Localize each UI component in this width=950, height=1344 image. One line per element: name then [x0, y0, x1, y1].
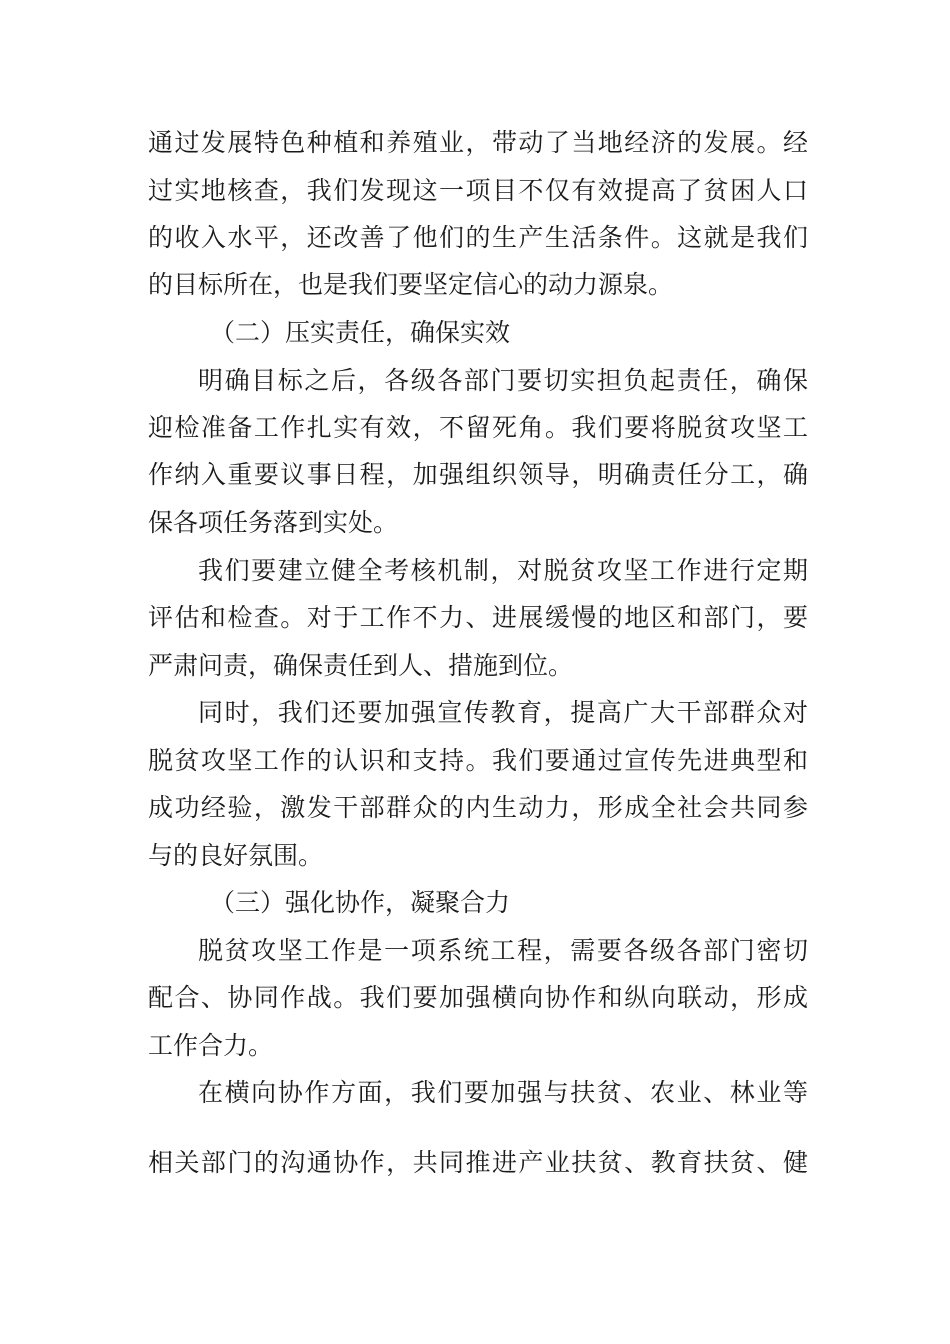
text-line: 成功经验，激发干部群众的内生动力，形成全社会共同参 [148, 793, 808, 822]
text-line: 工作合力。 [148, 1031, 274, 1060]
text-line: 保各项任务落到实处。 [148, 508, 399, 537]
text-line: 迎检准备工作扎实有效，不留死角。我们要将脱贫攻坚工 [148, 413, 808, 442]
text-line: 我们要建立健全考核机制，对脱贫攻坚工作进行定期 [198, 556, 808, 585]
text-line: 过实地核查，我们发现这一项目不仅有效提高了贫困人口 [148, 176, 808, 205]
text-line: 严肃问责，确保责任到人、措施到位。 [148, 651, 574, 680]
section-heading: （三）强化协作，凝聚合力 [210, 888, 511, 917]
section-heading: （二）压实责任，确保实效 [210, 318, 511, 347]
text-line: 配合、协同作战。我们要加强横向协作和纵向联动，形成 [148, 983, 808, 1012]
text-line: 脱贫攻坚工作是一项系统工程，需要各级各部门密切 [198, 936, 808, 965]
text-line: 的收入水平，还改善了他们的生产生活条件。这就是我们 [148, 223, 808, 252]
text-line: 的目标所在，也是我们要坚定信心的动力源泉。 [148, 270, 674, 299]
text-line: 在横向协作方面，我们要加强与扶贫、农业、林业等 [198, 1078, 808, 1107]
text-line: 评估和检查。对于工作不力、进展缓慢的地区和部门，要 [148, 603, 808, 632]
text-line: 脱贫攻坚工作的认识和支持。我们要通过宣传先进典型和 [148, 746, 808, 775]
text-line: 作纳入重要议事日程，加强组织领导，明确责任分工，确 [148, 460, 808, 489]
text-line: 明确目标之后，各级各部门要切实担负起责任，确保 [198, 366, 808, 395]
text-line: 通过发展特色种植和养殖业，带动了当地经济的发展。经 [148, 128, 808, 157]
text-line: 与的良好氛围。 [148, 841, 324, 870]
text-line: 同时，我们还要加强宣传教育，提高广大干部群众对 [198, 698, 808, 727]
text-line: 相关部门的沟通协作，共同推进产业扶贫、教育扶贫、健 [148, 1148, 808, 1177]
